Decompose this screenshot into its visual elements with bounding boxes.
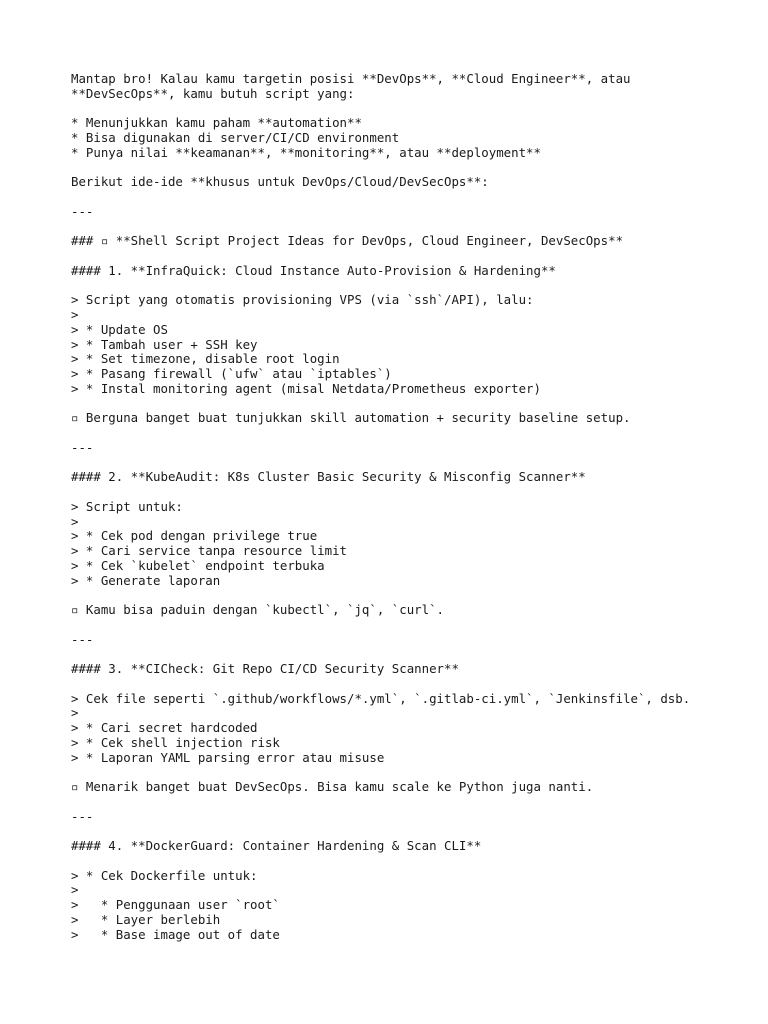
bullet-line: * Bisa digunakan di server/CI/CD environment [71, 130, 400, 145]
quote-line: > * Generate laporan [71, 572, 221, 588]
quote-line: > * Cari secret hardcoded [71, 720, 258, 735]
section-heading: #### 1. **InfraQuick: Cloud Instance Auto-Provision & Hardening** [71, 262, 556, 278]
text-line: Berikut ide-ide **khusus untuk DevOps/Cloud/DevSecOps**: [71, 174, 489, 190]
blank-line [71, 426, 761, 441]
quote-line: > * Cari service tanpa resource limit [71, 543, 348, 558]
blank-line [71, 161, 761, 176]
horizontal-rule: --- [71, 808, 94, 824]
quote-line: > * Penggunaan user `root` [71, 897, 280, 912]
blank-line [71, 190, 761, 205]
quote-line: > [71, 513, 79, 529]
blank-line [71, 824, 761, 839]
quote-line: > * Base image out of date [71, 926, 280, 942]
bullet-line: * Menunjukkan kamu paham **automation** [71, 115, 362, 131]
blank-line [71, 456, 761, 471]
quote-line: > Script untuk: [71, 498, 183, 514]
quote-line: > * Layer berlebih [71, 911, 221, 927]
quote-line: > [71, 307, 79, 322]
quote-line: > * Laporan YAML parsing error atau misuse [71, 749, 385, 765]
horizontal-rule: --- [71, 631, 94, 647]
quote-line: > * Set timezone, disable root login [71, 351, 340, 367]
document-body [71, 72, 761, 942]
blank-line [71, 279, 761, 294]
quote-line: > [71, 882, 79, 898]
note-line: ▫ Menarik banget buat DevSecOps. Bisa kamu scale ke Python juga nanti. [71, 779, 594, 794]
note-line: ▫ Kamu bisa paduin dengan `kubectl`, `jq`, `curl`. [71, 602, 444, 617]
quote-line: > Script yang otomatis provisioning VPS (via `ssh`/API), lalu: [71, 292, 534, 308]
main-heading: ### ▫ **Shell Script Project Ideas for DevOps, Cloud Engineer, DevSecOps** [71, 233, 624, 249]
blank-line [71, 485, 761, 500]
quote-line: > * Cek Dockerfile untuk: [71, 867, 258, 883]
blank-line [71, 765, 761, 780]
blank-line [71, 677, 761, 692]
blank-line [71, 249, 761, 264]
blank-line [71, 647, 761, 662]
quote-line: > Cek file seperti `.github/workflows/*.yml`, `.gitlab-ci.yml`, `Jenkinsfile`, dsb. [71, 690, 691, 706]
blank-line [71, 102, 761, 117]
quote-line: > * Instal monitoring agent (misal Netdata/Prometheus exporter) [71, 380, 541, 396]
quote-line: > * Pasang firewall (`ufw` atau `iptables`) [71, 366, 392, 381]
bullet-line: * Punya nilai **keamanan**, **monitoring**, atau **deployment** [71, 144, 541, 160]
blank-line [71, 588, 761, 603]
section-heading: #### 4. **DockerGuard: Container Hardening & Scan CLI** [71, 838, 482, 853]
horizontal-rule: --- [71, 439, 94, 455]
quote-line: > * Cek shell injection risk [71, 734, 280, 750]
quote-line: > * Cek pod dengan privilege true [71, 528, 318, 544]
blank-line [71, 220, 761, 235]
section-heading: #### 3. **CICheck: Git Repo CI/CD Security Scanner** [71, 661, 459, 676]
bullet-line: **DevSecOps**, kamu butuh script yang: [71, 85, 355, 101]
quote-line: > [71, 705, 79, 721]
blank-line [71, 854, 761, 869]
blank-line [71, 397, 761, 412]
quote-line: > * Cek `kubelet` endpoint terbuka [71, 557, 325, 573]
text-line: Mantap bro! Kalau kamu targetin posisi **DevOps**, **Cloud Engineer**, atau [71, 71, 631, 86]
note-line: ▫ Berguna banget buat tunjukkan skill automation + security baseline setup. [71, 410, 631, 426]
blank-line [71, 795, 761, 810]
horizontal-rule: --- [71, 203, 94, 219]
quote-line: > * Tambah user + SSH key [71, 336, 258, 352]
section-heading: #### 2. **KubeAudit: K8s Cluster Basic Security & Misconfig Scanner** [71, 469, 586, 485]
quote-line: > * Update OS [71, 321, 168, 337]
blank-line [71, 618, 761, 633]
